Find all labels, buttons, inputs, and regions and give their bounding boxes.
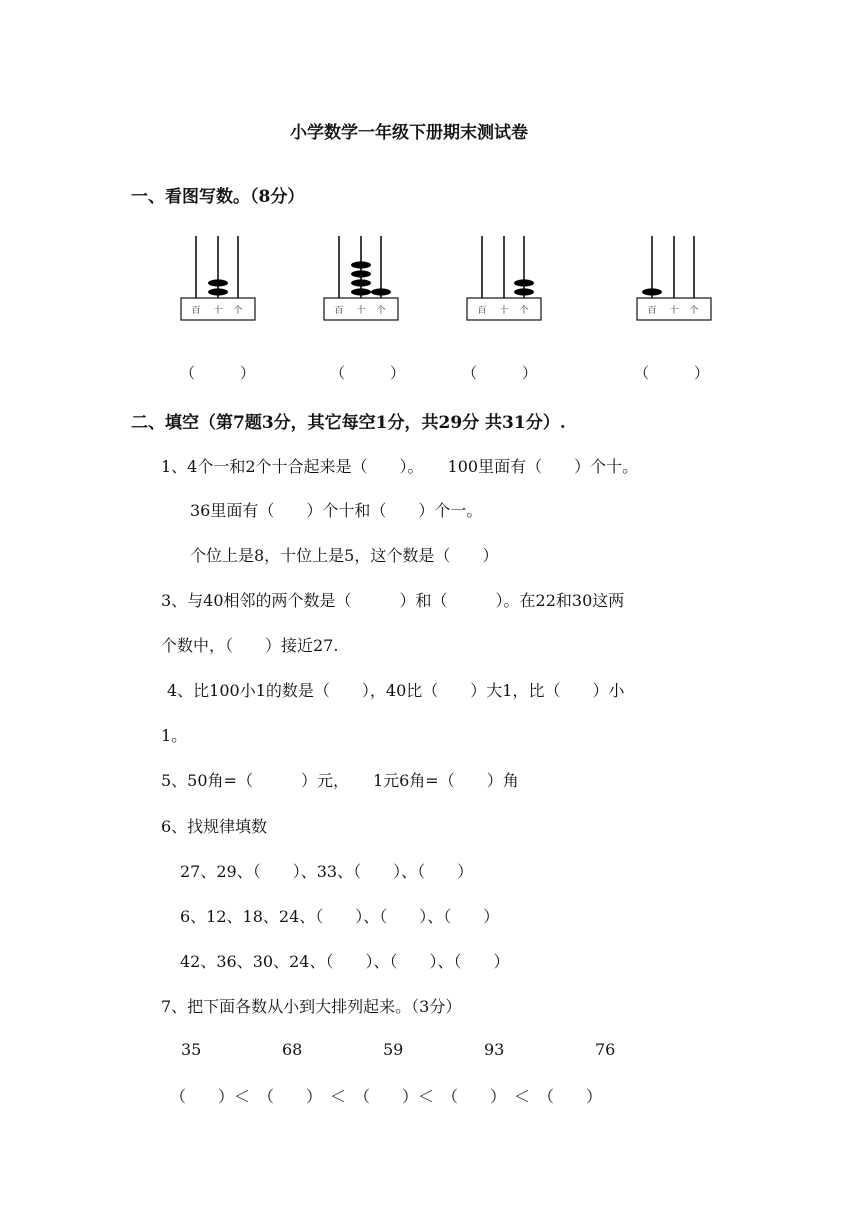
page-title: 小学数学一年级下册期末测试卷 [290, 123, 528, 143]
abacus-svg [636, 234, 712, 322]
question-2b: 个位上是8，十位上是5，这个数是（ ） [190, 546, 499, 565]
abacus-bead [208, 279, 228, 286]
sort-number-2: 68 [282, 1040, 303, 1059]
sort-number-3: 59 [383, 1040, 404, 1059]
section-1-heading: 一、看图写数。（8分） [131, 187, 305, 207]
hundreds-label: 百 [647, 306, 657, 316]
abacus-svg [180, 234, 256, 322]
tens-label: 十 [499, 306, 509, 316]
abacus-bead [208, 288, 228, 295]
answer-blank-3[interactable]: （ ） [462, 364, 538, 382]
sort-number-4: 93 [484, 1040, 505, 1059]
sort-number-5: 76 [595, 1040, 616, 1059]
abacus-3 [466, 234, 542, 322]
hundreds-label: 百 [477, 306, 487, 316]
question-4: 4、比100小1的数是（ ），40比（ ）大1，比（ ）小 [167, 681, 625, 700]
ones-label: 个 [689, 306, 699, 316]
abacus-bead [514, 288, 534, 295]
pattern-row-2: 6、12、18、24、（ ）、（ ）、（ ） [180, 907, 500, 926]
abacus-2 [323, 234, 399, 322]
abacus-1 [180, 234, 256, 322]
answer-blank-4[interactable]: （ ） [634, 364, 710, 382]
sort-number-1: 35 [181, 1040, 202, 1059]
answer-blank-2[interactable]: （ ） [330, 364, 406, 382]
tens-label: 十 [669, 306, 679, 316]
ones-label: 个 [376, 306, 386, 316]
question-6: 6、找规律填数 [161, 817, 268, 836]
ones-label: 个 [233, 306, 243, 316]
answer-blank-1[interactable]: （ ） [180, 364, 256, 382]
section-2-heading: 二、填空（第7题3分，其它每空1分，共29分 共31分）. [131, 413, 566, 433]
question-5: 5、50角=（ ）元， 1元6角=（ ）角 [161, 771, 519, 790]
question-1: 1、4个一和2个十合起来是（ ）。 100里面有（ ）个十。 [161, 457, 639, 476]
question-7: 7、把下面各数从小到大排列起来。（3分） [161, 997, 462, 1016]
pattern-row-1: 27、29、（ ）、33、（ ）、（ ） [180, 862, 474, 881]
pattern-row-3: 42、36、30、24、（ ）、（ ）、（ ） [180, 952, 510, 971]
abacus-svg [466, 234, 542, 322]
ones-label: 个 [519, 306, 529, 316]
question-4-cont: 1。 [161, 726, 188, 745]
abacus-bead [371, 288, 391, 295]
abacus-4 [636, 234, 712, 322]
hundreds-label: 百 [334, 306, 344, 316]
tens-label: 十 [356, 306, 366, 316]
abacus-svg [323, 234, 399, 322]
sort-answer-row[interactable]: （ ）＜ （ ） ＜ （ ）＜ （ ） ＜ （ ） [170, 1087, 603, 1106]
hundreds-label: 百 [191, 306, 201, 316]
question-3-cont: 个数中，（ ）接近27. [161, 636, 339, 655]
question-3: 3、与40相邻的两个数是（ ）和（ ）。在22和30这两 [161, 591, 625, 610]
tens-label: 十 [213, 306, 223, 316]
question-2: 36里面有（ ）个十和（ ）个一。 [190, 501, 483, 520]
abacus-bead [351, 288, 371, 295]
abacus-bead [351, 261, 371, 268]
abacus-bead [351, 279, 371, 286]
abacus-bead [642, 288, 662, 295]
abacus-bead [351, 270, 371, 277]
abacus-bead [514, 279, 534, 286]
